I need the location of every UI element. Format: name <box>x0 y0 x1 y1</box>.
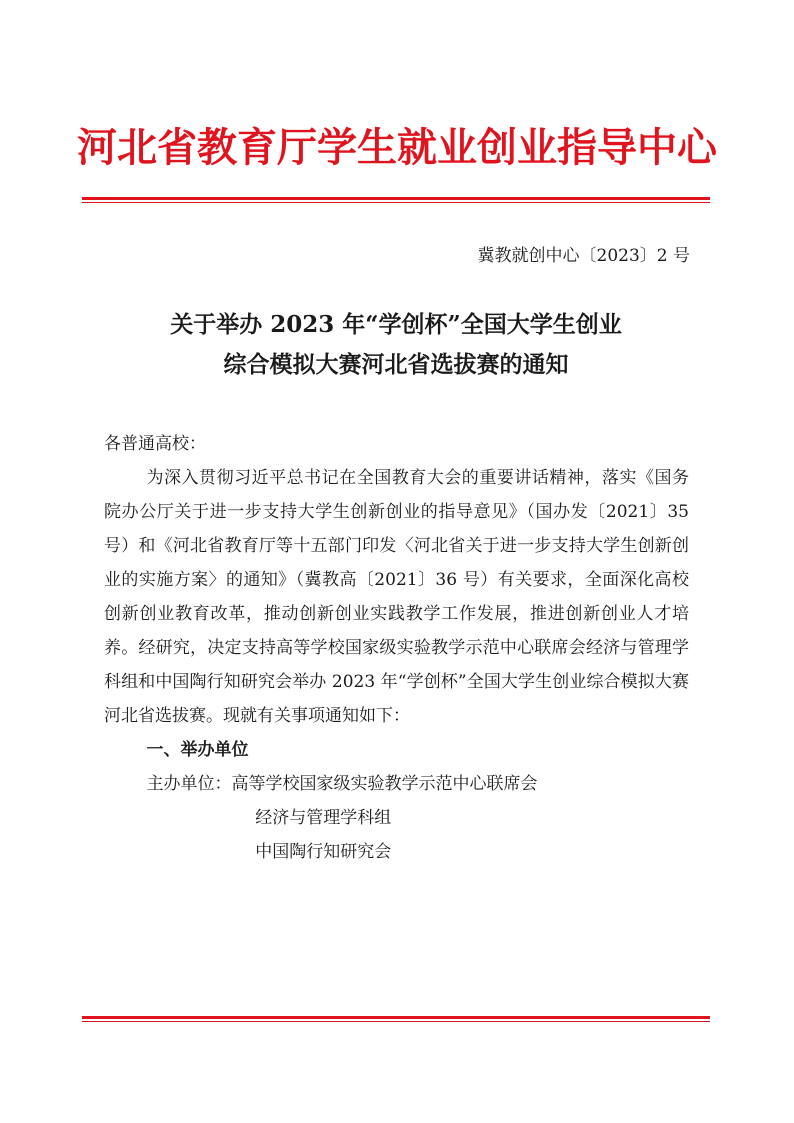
salutation: 各普通高校： <box>104 434 206 454</box>
section-heading: 一、举办单位 <box>146 740 249 760</box>
organizer-row <box>104 767 689 801</box>
document-title <box>82 305 710 385</box>
footer-red-rule <box>82 1016 710 1022</box>
issuing-organization-title: 河北省教育厅学生就业创业指导中心 <box>77 125 717 171</box>
document-title-line-2: 综合模拟大赛河北省选拔赛的通知 <box>223 351 569 378</box>
organizer-label: 主办单位： <box>146 774 232 794</box>
document-title-line-1: 关于举办 2023 年“学创杯”全国大学生创业 <box>170 311 622 338</box>
organizer-item: 中国陶行知研究会 <box>255 842 392 862</box>
document-number: 冀教就创中心〔2023〕2 号 <box>477 246 690 266</box>
body-paragraph: 为深入贯彻习近平总书记在全国教育大会的重要讲话精神，落实《国务院办公厅关于进一步支持大学生创新创业的指导意见》（国办发〔2021〕35 号）和《河北省教育厅等十五部门印发〈河北省关于进一步支持大学生创新创业的实施方案〉的通知》（冀教高〔2021〕36 号）有关要求，全面深化高校创新创业教育改革，推动创新创业实践教学工作发展，推进创新创业人才培养。经研究，决定支持高等学校国家级实验教学示范中心联席会经济与管理学科组和中国陶行知研究会举办 2023 年“学创杯”全国大学生创业综合模拟大赛河北省选拔赛。现就有关事项通知如下： <box>104 468 689 726</box>
header-red-rule <box>82 197 710 203</box>
document-body <box>104 427 689 869</box>
organizer-item: 高等学校国家级实验教学示范中心联席会 <box>231 774 538 794</box>
organizer-item: 经济与管理学科组 <box>255 808 392 828</box>
